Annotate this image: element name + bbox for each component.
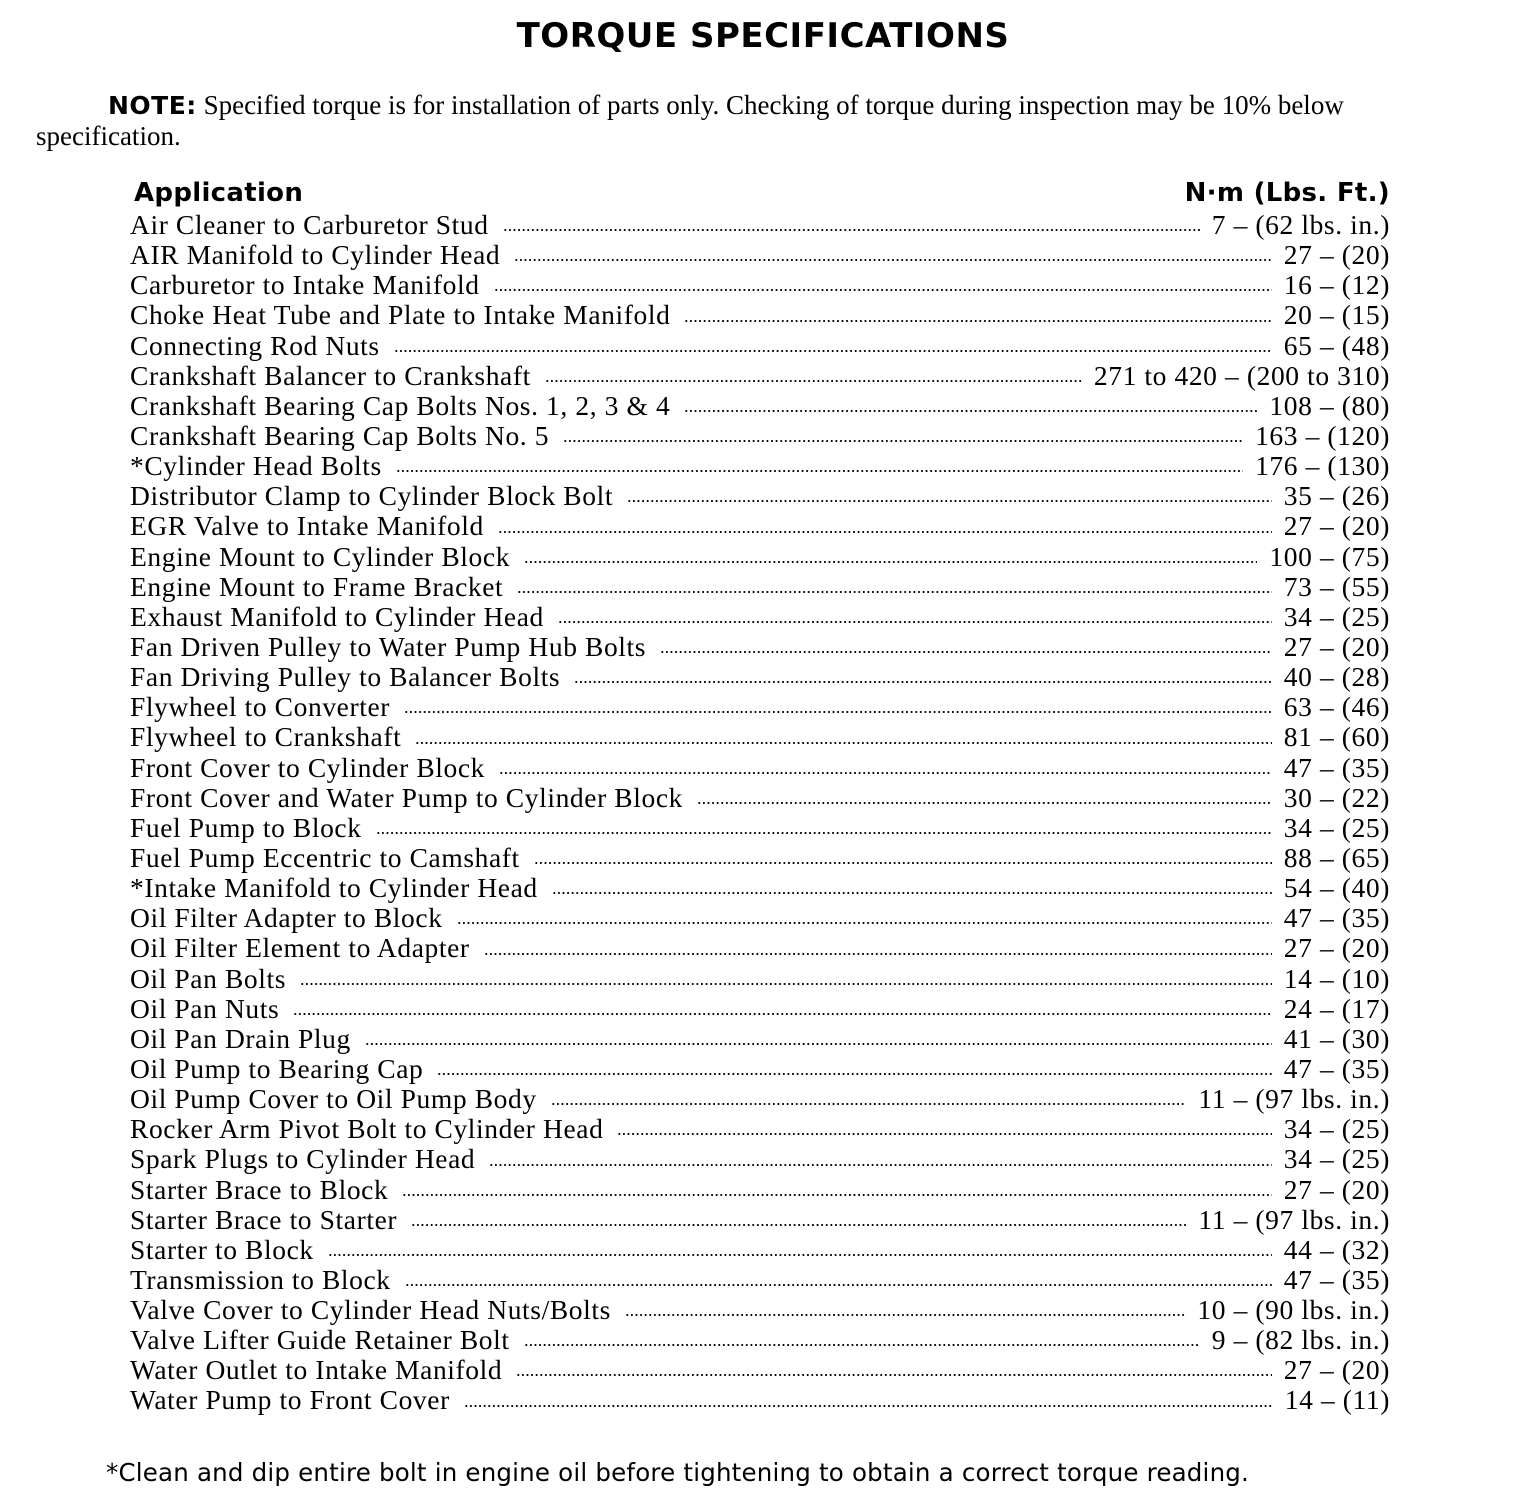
- table-row: [130, 451, 1390, 481]
- table-row: [130, 572, 1390, 602]
- row-torque-value: 27 – (20): [1283, 933, 1390, 964]
- row-torque-value: 7 – (62 lbs. in.): [1211, 210, 1390, 240]
- row-torque-value: 34 – (25): [1283, 601, 1390, 632]
- dot-leader: [415, 735, 1271, 745]
- row-application: Crankshaft Bearing Cap Bolts No. 5: [130, 420, 550, 451]
- row-torque-value: 100 – (75): [1269, 541, 1390, 572]
- dot-leader: [574, 674, 1272, 684]
- row-application: Oil Pan Bolts: [130, 963, 287, 994]
- row-torque-value: 27 – (20): [1283, 1355, 1390, 1386]
- table-row: [130, 210, 1390, 240]
- note-label: NOTE:: [108, 91, 197, 120]
- torque-spec-list: [130, 210, 1390, 1416]
- table-header: [134, 178, 1390, 208]
- dot-leader: [328, 1247, 1272, 1257]
- row-torque-value: 11 – (97 lbs. in.): [1198, 1204, 1390, 1235]
- dot-leader: [411, 1217, 1186, 1227]
- row-torque-value: 27 – (20): [1283, 511, 1390, 542]
- table-row: [130, 903, 1390, 933]
- table-row: [130, 662, 1390, 692]
- row-torque-value: 35 – (26): [1283, 481, 1390, 512]
- dot-leader: [405, 1277, 1272, 1287]
- table-row: [130, 1235, 1390, 1265]
- row-application: Oil Filter Adapter to Block: [130, 903, 443, 934]
- row-application: Fan Driven Pulley to Water Pump Hub Bolts: [130, 631, 647, 662]
- note-paragraph: [36, 90, 1486, 152]
- row-application: Choke Heat Tube and Plate to Intake Manifold: [130, 300, 671, 331]
- row-application: Transmission to Block: [130, 1264, 391, 1295]
- row-torque-value: 47 – (35): [1283, 1264, 1390, 1295]
- dot-leader: [484, 946, 1272, 956]
- row-torque-value: 34 – (25): [1283, 1114, 1390, 1145]
- table-row: [130, 1325, 1390, 1355]
- table-row: [130, 240, 1390, 270]
- dot-leader: [524, 554, 1257, 564]
- table-row: [130, 1114, 1390, 1144]
- table-row: [130, 753, 1390, 783]
- row-torque-value: 47 – (35): [1283, 752, 1390, 783]
- row-application: Rocker Arm Pivot Bolt to Cylinder Head: [130, 1114, 604, 1145]
- row-application: Air Cleaner to Carburetor Stud: [130, 210, 489, 240]
- table-row: [130, 391, 1390, 421]
- table-row: [130, 1355, 1390, 1385]
- row-torque-value: 27 – (20): [1283, 1174, 1390, 1205]
- dot-leader: [499, 765, 1272, 775]
- row-application: Water Outlet to Intake Manifold: [130, 1355, 503, 1386]
- row-application: Oil Pump Cover to Oil Pump Body: [130, 1084, 537, 1115]
- table-row: [130, 602, 1390, 632]
- row-application: Water Pump to Front Cover: [130, 1385, 450, 1416]
- dot-leader: [552, 885, 1272, 895]
- dot-leader: [365, 1036, 1272, 1046]
- dot-leader: [498, 524, 1272, 534]
- row-torque-value: 63 – (46): [1283, 692, 1390, 723]
- row-application: Front Cover and Water Pump to Cylinder Block: [130, 782, 683, 813]
- row-application: Fan Driving Pulley to Balancer Bolts: [130, 662, 561, 693]
- row-application: EGR Valve to Intake Manifold: [130, 511, 484, 542]
- dot-leader: [514, 252, 1272, 262]
- dot-leader: [489, 1157, 1272, 1167]
- row-application: Engine Mount to Frame Bracket: [130, 571, 504, 602]
- row-application: Crankshaft Balancer to Crankshaft: [130, 360, 531, 391]
- table-row: [130, 813, 1390, 843]
- table-row: [130, 1054, 1390, 1084]
- dot-leader: [551, 1096, 1187, 1106]
- dot-leader: [627, 493, 1272, 503]
- dot-leader: [402, 1187, 1271, 1197]
- row-application: Distributor Clamp to Cylinder Block Bolt: [130, 481, 614, 512]
- table-row: [130, 331, 1390, 361]
- table-row: [130, 964, 1390, 994]
- row-torque-value: 88 – (65): [1283, 842, 1390, 873]
- row-application: Valve Cover to Cylinder Head Nuts/Bolts: [130, 1295, 611, 1326]
- row-torque-value: 47 – (35): [1283, 903, 1390, 934]
- row-application: Oil Pan Nuts: [130, 993, 280, 1024]
- row-torque-value: 27 – (20): [1283, 631, 1390, 662]
- row-application: Fuel Pump to Block: [130, 812, 362, 843]
- row-torque-value: 34 – (25): [1283, 812, 1390, 843]
- table-row: [130, 421, 1390, 451]
- row-application: Oil Pump to Bearing Cap: [130, 1053, 424, 1084]
- dot-leader: [524, 1337, 1200, 1347]
- row-torque-value: 16 – (12): [1283, 270, 1390, 301]
- row-torque-value: 65 – (48): [1283, 330, 1390, 361]
- row-application: Spark Plugs to Cylinder Head: [130, 1144, 476, 1175]
- row-torque-value: 108 – (80): [1269, 390, 1390, 421]
- table-row: [130, 300, 1390, 330]
- row-application: Starter Brace to Starter: [130, 1204, 398, 1235]
- table-row: [130, 1295, 1390, 1325]
- dot-leader: [517, 584, 1271, 594]
- row-application: *Intake Manifold to Cylinder Head: [130, 873, 538, 904]
- table-row: [130, 1024, 1390, 1054]
- table-row: [130, 270, 1390, 300]
- table-row: [130, 1084, 1390, 1114]
- row-application: Engine Mount to Cylinder Block: [130, 541, 511, 572]
- table-row: [130, 994, 1390, 1024]
- table-row: [130, 933, 1390, 963]
- row-application: Front Cover to Cylinder Block: [130, 752, 486, 783]
- row-application: Carburetor to Intake Manifold: [130, 270, 480, 301]
- dot-leader: [394, 343, 1272, 353]
- footnote: *Clean and dip entire bolt in engine oil before tightening to obtain a correct torque reading.: [106, 1458, 1250, 1487]
- row-torque-value: 176 – (130): [1255, 451, 1390, 482]
- dot-leader: [516, 1367, 1272, 1377]
- dot-leader: [625, 1307, 1185, 1317]
- table-row: [130, 632, 1390, 662]
- row-torque-value: 47 – (35): [1283, 1053, 1390, 1084]
- page-title: TORQUE SPECIFICATIONS: [516, 16, 1010, 56]
- table-row: [130, 1205, 1390, 1235]
- dot-leader: [404, 704, 1272, 714]
- row-application: AIR Manifold to Cylinder Head: [130, 240, 501, 271]
- table-row: [130, 692, 1390, 722]
- table-row: [130, 481, 1390, 511]
- row-application: Oil Filter Element to Adapter: [130, 933, 470, 964]
- row-torque-value: 20 – (15): [1283, 300, 1390, 331]
- dot-leader: [545, 373, 1082, 383]
- dot-leader: [293, 1006, 1271, 1016]
- row-torque-value: 163 – (120): [1255, 420, 1390, 451]
- row-torque-value: 73 – (55): [1283, 571, 1390, 602]
- row-torque-value: 40 – (28): [1283, 662, 1390, 693]
- table-row: [130, 1265, 1390, 1295]
- row-torque-value: 27 – (20): [1283, 240, 1390, 271]
- dot-leader: [494, 282, 1272, 292]
- row-torque-value: 30 – (22): [1283, 782, 1390, 813]
- table-row: [130, 843, 1390, 873]
- row-torque-value: 24 – (17): [1283, 993, 1390, 1024]
- row-torque-value: 81 – (60): [1283, 722, 1390, 753]
- table-row: [130, 511, 1390, 541]
- dot-leader: [503, 222, 1200, 232]
- row-application: Exhaust Manifold to Cylinder Head: [130, 601, 544, 632]
- table-row: [130, 542, 1390, 572]
- table-row: [130, 1385, 1390, 1415]
- row-application: *Cylinder Head Bolts: [130, 451, 382, 482]
- table-row: [130, 873, 1390, 903]
- row-torque-value: 271 to 420 – (200 to 310): [1093, 360, 1390, 391]
- table-row: [130, 1144, 1390, 1174]
- row-application: Flywheel to Crankshaft: [130, 722, 402, 753]
- row-torque-value: 14 – (10): [1283, 963, 1390, 994]
- dot-leader: [300, 976, 1272, 986]
- header-value: N·m (Lbs. Ft.): [1184, 178, 1390, 208]
- row-application: Starter to Block: [130, 1234, 314, 1265]
- table-row: [130, 361, 1390, 391]
- row-torque-value: 14 – (11): [1284, 1385, 1390, 1416]
- dot-leader: [617, 1126, 1271, 1136]
- dot-leader: [437, 1066, 1271, 1076]
- dot-leader: [396, 463, 1243, 473]
- row-application: Starter Brace to Block: [130, 1174, 389, 1205]
- dot-leader: [534, 855, 1272, 865]
- row-application: Flywheel to Converter: [130, 692, 391, 723]
- dot-leader: [376, 825, 1272, 835]
- row-torque-value: 10 – (90 lbs. in.): [1197, 1295, 1390, 1326]
- row-application: Oil Pan Drain Plug: [130, 1023, 351, 1054]
- row-application: Connecting Rod Nuts: [130, 330, 380, 361]
- dot-leader: [457, 915, 1272, 925]
- dot-leader: [558, 614, 1272, 624]
- dot-leader: [684, 313, 1271, 323]
- table-row: [130, 783, 1390, 813]
- table-row: [130, 1175, 1390, 1205]
- row-torque-value: 11 – (97 lbs. in.): [1198, 1084, 1390, 1115]
- header-application: Application: [134, 178, 304, 208]
- dot-leader: [660, 644, 1272, 654]
- note-text: Specified torque is for installation of parts only. Checking of torque during inspection may be 10% below specification.: [36, 90, 1344, 151]
- row-torque-value: 34 – (25): [1283, 1144, 1390, 1175]
- row-torque-value: 44 – (32): [1283, 1234, 1390, 1265]
- dot-leader: [697, 795, 1272, 805]
- row-torque-value: 9 – (82 lbs. in.): [1211, 1325, 1390, 1356]
- dot-leader: [684, 403, 1257, 413]
- row-application: Fuel Pump Eccentric to Camshaft: [130, 842, 520, 873]
- dot-leader: [464, 1398, 1273, 1408]
- row-torque-value: 54 – (40): [1283, 873, 1390, 904]
- row-application: Valve Lifter Guide Retainer Bolt: [130, 1325, 510, 1356]
- row-application: Crankshaft Bearing Cap Bolts Nos. 1, 2, 3 & 4: [130, 390, 671, 421]
- dot-leader: [563, 433, 1243, 443]
- row-torque-value: 41 – (30): [1283, 1023, 1390, 1054]
- table-row: [130, 722, 1390, 752]
